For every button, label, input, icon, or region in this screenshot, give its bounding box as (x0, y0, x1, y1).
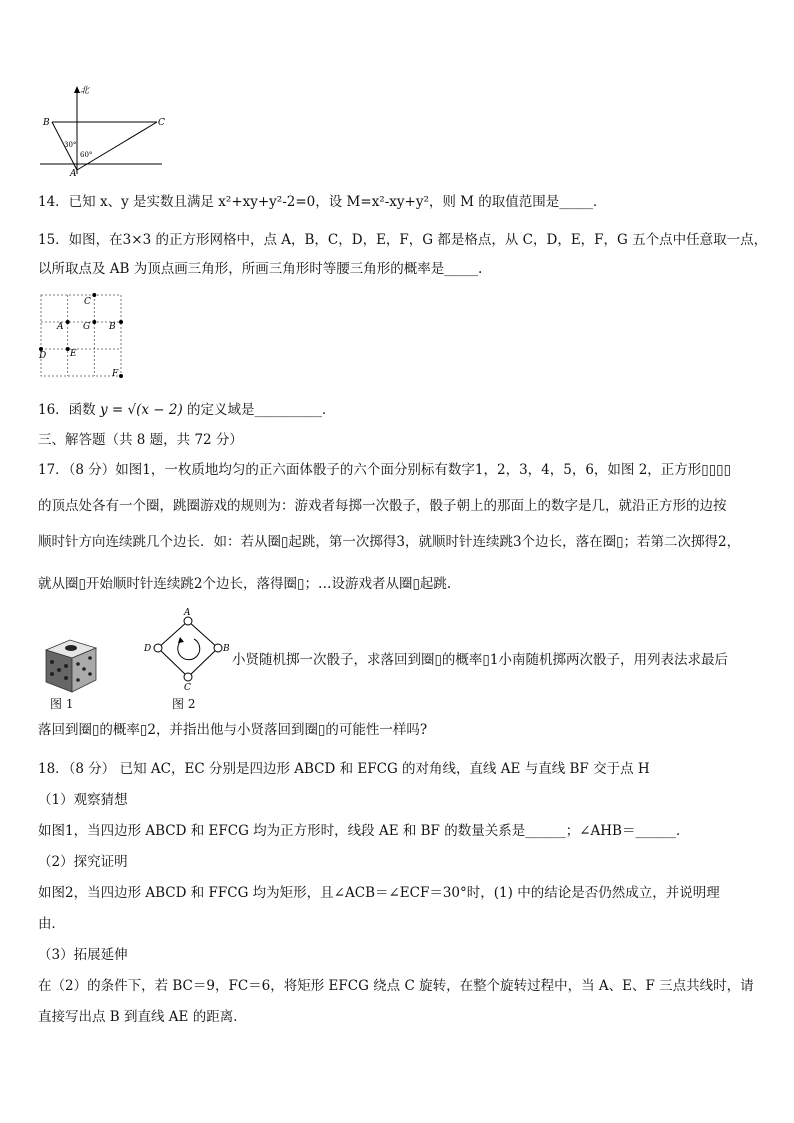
grid-label-d: D (39, 351, 47, 361)
grid-figure (36, 290, 126, 382)
square-label-b: B (223, 644, 230, 654)
grid-label-f: F (112, 369, 119, 379)
question-18-line2: 如图1，当四边形 ABCD 和 EFCG 均为正方形时，线段 AE 和 BF 的数量关系是______；∠AHB＝______． (38, 823, 690, 839)
grid-label-e: E (70, 349, 77, 359)
grid-label-b: B (109, 322, 116, 332)
grid-label-c: C (84, 297, 91, 307)
square-circles-figure (142, 606, 234, 690)
point-a-label: A (70, 169, 77, 176)
fig2-caption: 图 2 (172, 697, 196, 711)
dice-figure (40, 636, 102, 694)
question-18-line4: 由． (38, 916, 65, 932)
question-15-line1: 15．如图，在3×3 的正方形网格中，点 A，B，C，D，E，F，G 都是格点，从 C，D，E，F，G 五个点中任意取一点， (38, 232, 768, 248)
question-18-line6: 直接写出点 B 到直线 AE 的距离． (38, 1009, 247, 1025)
grid-label-a: A (57, 322, 64, 332)
q16-formula: y = √(x − 2) (99, 402, 183, 418)
q16-prefix: 16．函数 (38, 402, 96, 418)
section-3-title: 三、解答题（共 8 题，共 72 分） (38, 432, 243, 448)
question-14: 14．已知 x、y 是实数且满足 x²+xy+y²-2=0，设 M=x²-xy+y²，则 M 的取值范围是_____． (38, 194, 607, 210)
question-17-line1: 17．（8 分）如图1，一枚质地均匀的正六面体骰子的六个面分别标有数字1，2，3，4，5，6，如图 2，正方形▯▯▯▯ (38, 462, 732, 478)
question-16 (38, 401, 336, 419)
square-label-c: C (184, 683, 191, 690)
square-label-d: D (144, 644, 152, 654)
compass-figure (40, 84, 170, 176)
question-18-line1: 18．（8 分） 已知 AC，EC 分别是四边形 ABCD 和 EFCG 的对角线，直线 AE 与直线 BF 交于点 H (38, 761, 650, 777)
grid-label-g: G (83, 322, 91, 332)
angle-30-label: 30° (64, 141, 77, 149)
question-17-fig-text: 小贤随机掷一次骰子，求落回到圈▯的概率▯1小南随机掷两次骰子，用列表法求最后 (232, 652, 728, 668)
square-label-a: A (184, 608, 191, 618)
north-label: 北 (80, 86, 90, 96)
question-18-line5: 在（2）的条件下，若 BC＝9，FC＝6，将矩形 EFCG 绕点 C 旋转，在整个旋转过程中，当 A、E、F 三点共线时，请 (38, 978, 754, 994)
question-17-line3: 顺时针方向连续跳几个边长．如：若从圈▯起跳，第一次掷得3，就顺时针连续跳3个边长，落在圈▯；若第二次掷得2， (38, 534, 741, 550)
question-18-line3: 如图2，当四边形 ABCD 和 FFCG 均为矩形，且∠ACB＝∠ECF＝30°时，(1) 中的结论是否仍然成立，并说明理 (38, 885, 720, 901)
point-b-label: B (43, 118, 50, 128)
question-17-line6: 落回到圈▯的概率▯2，并指出他与小贤落回到圈▯的可能性一样吗? (38, 722, 428, 738)
question-18-sub1: （1）观察猜想 (38, 792, 128, 808)
question-17-line2: 的顶点处各有一个圈，跳圈游戏的规则为：游戏者每掷一次骰子，骰子朝上的那面上的数字是几，就沿正方形的边按 (38, 498, 727, 514)
q16-suffix: 的定义域是__________． (187, 402, 336, 418)
point-c-label: C (158, 118, 165, 128)
fig1-caption: 图 1 (50, 697, 74, 711)
angle-60-label: 60° (80, 151, 93, 159)
question-18-sub3: （3）拓展延伸 (38, 947, 128, 963)
question-15-line2: 以所取点及 AB 为顶点画三角形，所画三角形时等腰三角形的概率是_____. (38, 261, 483, 277)
question-17-line4: 就从圈▯开始顺时针连续跳2个边长，落得圈▯；…设游戏者从圈▯起跳. (38, 576, 452, 592)
question-18-sub2: （2）探究证明 (38, 854, 128, 870)
